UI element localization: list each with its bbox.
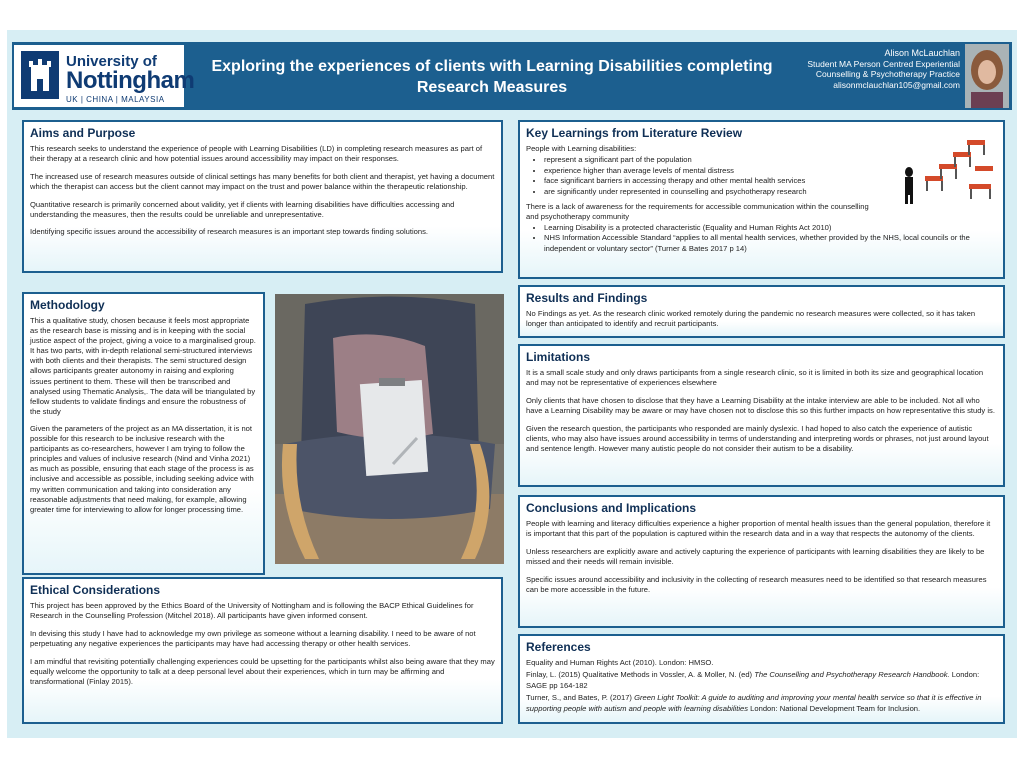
author-block (760, 48, 960, 90)
limitations-paragraph: Given the research question, the participants who responded are mainly dyslexic. I had hoped to also catch the experience of autistic clients, who may also have issues around accessibility in terms of understanding and interpreting words or phrases, not just around layout and sentence length. However many autistic people do not consider their autism to be a disability. (526, 423, 989, 454)
ethics-paragraph: In devising this study I have had to acknowledge my own privilege as someone without a learning disability. I need to be aware of not perpetuating any negative experiences the participants may have had accessing therapy or other health services. (30, 628, 476, 649)
conclusions-paragraph: Unless researchers are explicitly aware and actively capturing the experience of participants with learning disabilities they are likely to be missed and their needs will remain invisible. (526, 546, 985, 567)
author-name: Alison McLauchlan (884, 48, 960, 58)
logo-line-nottingham: Nottingham (66, 67, 195, 94)
references-heading: References (526, 640, 591, 654)
logo-line-campuses: UK | CHINA | MALAYSIA (66, 95, 165, 104)
methodology-heading: Methodology (30, 298, 105, 312)
chair-clipboard-photo (275, 294, 504, 564)
list-item: • Learning Disability is a protected characteristic (Equality and Human Rights Act 2010) (544, 223, 997, 233)
list-item: • represent a significant part of the population (544, 155, 997, 165)
reference-item (526, 693, 997, 714)
conclusions-paragraph: Specific issues around accessibility and inclusivity in the collecting of research measures need to be identified so that research measures can be more accessible in the future. (526, 574, 987, 595)
ethics-section (22, 577, 503, 724)
reference-item (526, 670, 997, 691)
aims-paragraph: This research seeks to understand the experience of people with Learning Disabilities (LD) in completing research measures as part of their therapy at a research clinic and how potential issues around accessibility may impact on their responses. (30, 144, 483, 164)
reference-title: The Counselling and Psychotherapy Research Handbook. (754, 670, 950, 680)
results-section (518, 285, 1005, 338)
results-paragraph: No Findings as yet. As the research clinic worked remotely during the pandemic no research measures were collected, so it has taken longer than anticipated to identify and recruit participants. (526, 309, 976, 329)
author-role-line2: Counselling & Psychotherapy Practice (815, 69, 960, 79)
reference-text: London: SAGE pp 164-182 (526, 670, 980, 690)
reference-title: Green Light Toolkit: A guide to auditing and improving your mental health service so that it is effective in supporting people with autism and people with learning disabilities (526, 693, 982, 713)
limitations-section (518, 344, 1005, 487)
methodology-paragraph: Given the parameters of the project as an MA dissertation, it is not possible for this research to be inclusive research with the participants as co-researchers, however I am trying to follow the principles and values of inclusive research (Nind and Vinha 2021) as much as possible, ensuring that each stage of the process is as inclusive and accessible as possible, including seeking advice with my written communication and taking into consideration any reasonable adjustments that need making, for example, allowing greater time for interviewing to allow for longer processing time. (30, 423, 254, 514)
literature-heading: Key Learnings from Literature Review (526, 126, 743, 140)
ethics-paragraph: This project has been approved by the Ethics Board of the University of Nottingham and is following the BACP Ethical Guidelines for Research in the Counselling Profession (Mitchel 2018). All participants have given informed consent. (30, 601, 474, 621)
castle-crest-icon (21, 51, 59, 99)
limitations-paragraph: Only clients that have chosen to disclose that they have a Learning Disability at the intake interview are able to be included. Not all who have a Learning Disability may be aware or may have chosen not to disclose this so this further impacts on how representative this study is. (526, 395, 995, 416)
logo-line-university: University of (66, 53, 157, 70)
reference-text: Finlay, L. (2015) Qualitative Methods in Vossler, A. & Moller, N. (ed) (526, 670, 755, 680)
reference-item (526, 658, 997, 668)
aims-section (22, 120, 503, 273)
ethics-heading: Ethical Considerations (30, 583, 161, 597)
author-photo (965, 44, 1009, 108)
conclusions-paragraph: People with learning and literacy difficulties experience a higher proportion of mental health issues than the general population, therefore it is important that this part of the population is captured within the research data and in a way that respects the autonomy of the clients. (526, 519, 991, 539)
results-heading: Results and Findings (526, 291, 648, 305)
aims-paragraph: Identifying specific issues around the accessibility of research measures is an important step towards finding solutions. (30, 227, 429, 237)
reference-text: Turner, S., and Bates, P. (2017) (526, 693, 635, 703)
aims-paragraph: Quantitative research is primarily concerned about validity, yet if clients with learning disabilities have difficulties accessing and understanding the measures, then the results could be unreliable and unrepresentative. (30, 199, 455, 220)
reference-text: Equality and Human Rights Act (2010). London: HMSO. (526, 658, 714, 667)
list-item: • face significant barriers in accessing therapy and other mental health services (544, 176, 997, 186)
limitations-heading: Limitations (526, 350, 591, 364)
limitations-paragraph: It is a small scale study and only draws participants from a single research clinic, so it is limited in both its size and geographical location and may not be representative of experiences elsewhere (526, 368, 984, 388)
literature-intro: People with Learning disabilities: (526, 144, 637, 153)
conclusions-heading: Conclusions and Implications (526, 501, 697, 515)
methodology-paragraph: This a qualitative study, chosen because it feels most appropriate as the research base is missing and is in keeping with the social justice aspect of the project, giving a voice to a marginalised group. It has two parts, with in-depth relational semi-structured interviews with both clients and their therapists. The semi structured design allows participants greater autonomy in raising and exploring issues pertinent to them. These will then be transcribed and analysed using Thematic Analysis,. The data will be triangulated by fellow students to validate findings and ensure the robustness of the study (30, 316, 256, 416)
poster-header (12, 42, 1012, 110)
author-role-line1: Student MA Person Centred Experiential (807, 58, 960, 69)
ethics-paragraph: I am mindful that revisiting potentially challenging experiences could be upsetting for the participants whilst also being aware that they may equally welcome the opportunity to talk at a deep personal level about their experiences, which in turn may be affirming and transformational (Finlay 2015). (30, 656, 495, 687)
aims-paragraph: The increased use of research measures outside of clinical settings has many benefits for both client and therapist, yet having a document which the therapist can access but the client cannot may impact on the trust and power balance within the therapeutic relationship. (30, 171, 495, 192)
list-item: • are significantly under represented in counselling and psychotherapy research (544, 187, 997, 197)
poster-title: Exploring the experiences of clients with Learning Disabilities completing Research Measures (211, 58, 773, 96)
reference-text: London: National Development Team for Inclusion. (748, 703, 921, 713)
list-item: • NHS Information Accessible Standard “applies to all mental health services, whether provided by the NHS, local councils or the independent or voluntary sector” (Turner & Bates 2017 p 14) (544, 233, 997, 254)
methodology-section (22, 292, 265, 575)
university-logo (14, 45, 195, 107)
list-item: • experience higher than average levels of mental distress (544, 166, 997, 176)
hurdles-illustration (899, 128, 995, 206)
conclusions-section (518, 495, 1005, 628)
references-section (518, 634, 1005, 724)
literature-bullet-list (526, 223, 997, 254)
literature-paragraph: There is a lack of awareness for the requirements for accessible communication within the counselling and psychotherapy community (526, 202, 869, 222)
author-email: alisonmclauchlan105@gmail.com (833, 79, 960, 90)
literature-section (518, 120, 1005, 279)
aims-heading: Aims and Purpose (30, 126, 136, 140)
